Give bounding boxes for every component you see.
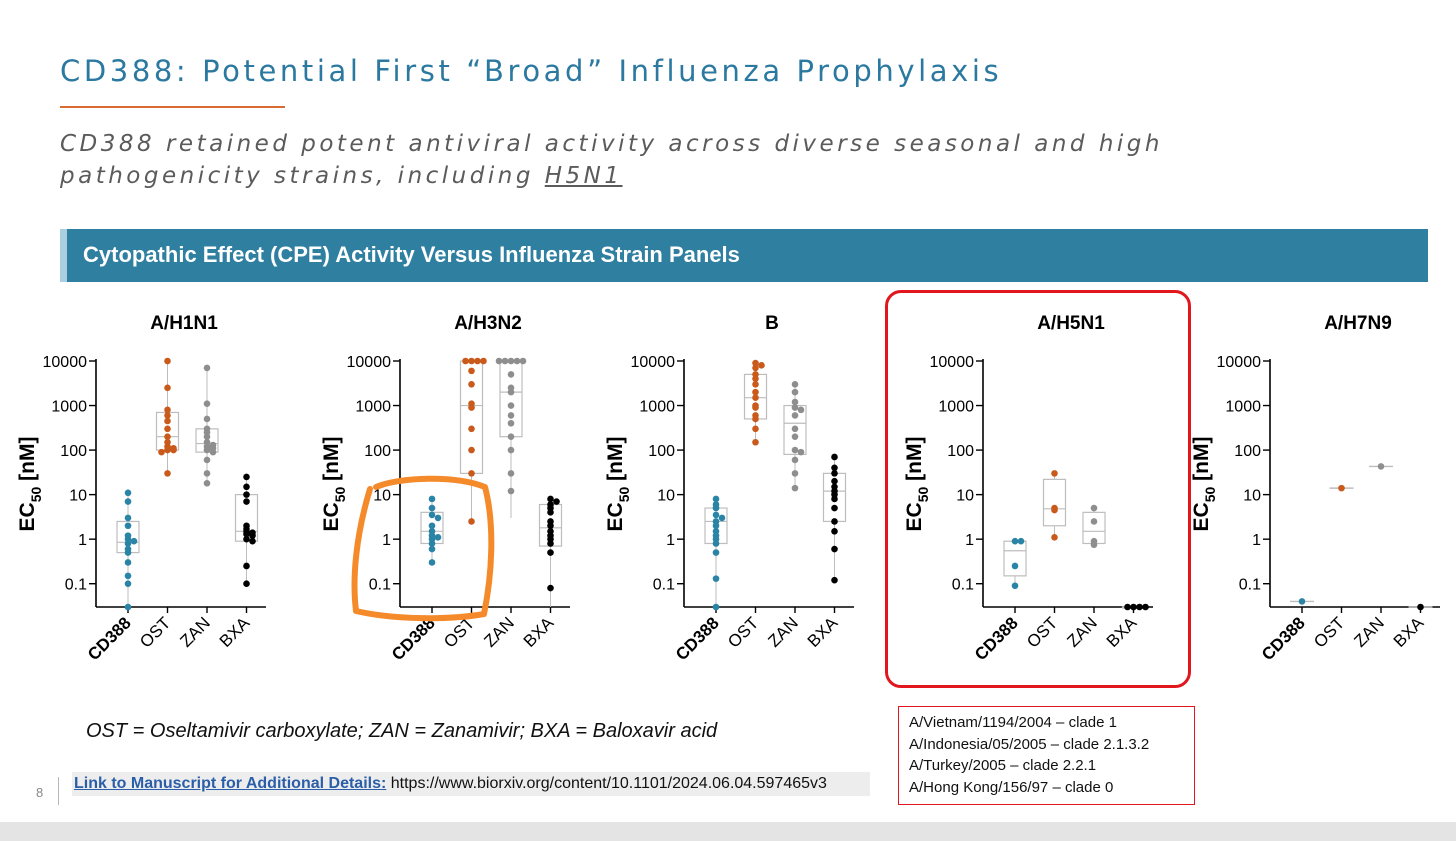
data-point: [1417, 604, 1424, 611]
data-point: [204, 457, 211, 464]
h5n1-strain-list: [898, 706, 1195, 805]
data-point: [713, 505, 720, 512]
data-point: [831, 546, 838, 553]
data-point: [831, 454, 838, 461]
data-point: [1338, 485, 1345, 492]
data-point: [798, 407, 805, 414]
x-tick-label: BXA: [1102, 613, 1141, 651]
data-point: [508, 433, 515, 440]
page-number: 8: [36, 785, 44, 800]
data-point: [131, 538, 138, 545]
data-point: [429, 496, 436, 503]
x-tick-label: CD388: [970, 613, 1022, 665]
y-tick-label: 10: [657, 487, 675, 505]
data-point: [508, 412, 515, 419]
data-point: [514, 358, 521, 365]
data-point: [831, 470, 838, 477]
y-tick-label: 1: [666, 532, 675, 550]
chart-title: A/H3N2: [454, 313, 522, 334]
data-point: [752, 404, 759, 411]
x-tick-label: ZAN: [764, 613, 802, 651]
data-point: [713, 604, 720, 611]
data-point: [125, 573, 132, 580]
y-tick-label: 100: [947, 443, 974, 461]
data-point: [752, 394, 759, 401]
manuscript-link[interactable]: Link to Manuscript for Additional Details:: [74, 775, 387, 792]
x-tick-label: CD388: [1257, 613, 1309, 665]
data-point: [831, 496, 838, 503]
slide-title: CD388: Potential First “Broad” Influenza Prophylaxis: [60, 54, 1003, 88]
data-point: [792, 447, 799, 454]
data-point: [435, 515, 442, 522]
data-point: [468, 470, 475, 477]
data-point: [1299, 598, 1306, 605]
data-point: [210, 449, 217, 456]
data-point: [792, 485, 799, 492]
data-point: [125, 489, 132, 496]
data-point: [204, 470, 211, 477]
y-tick-label: 1: [382, 532, 391, 550]
data-point: [164, 385, 171, 392]
data-point: [164, 358, 171, 365]
y-axis-label: $EC_{50}$ [nM]: [903, 436, 931, 532]
data-point: [752, 426, 759, 433]
data-point: [798, 449, 805, 456]
y-tick-label: 10000: [929, 354, 974, 371]
data-point: [792, 470, 799, 477]
chart-panel: [604, 313, 854, 664]
chart-panel: [1190, 313, 1440, 664]
y-tick-label: 100: [1234, 443, 1261, 461]
y-tick-label: 1000: [1225, 398, 1261, 416]
data-point: [502, 358, 509, 365]
x-tick-label: CD388: [83, 613, 135, 665]
data-point: [508, 358, 515, 365]
data-point: [204, 365, 211, 372]
y-tick-label: 10: [956, 487, 974, 505]
data-point: [508, 402, 515, 409]
data-point: [508, 371, 515, 378]
data-point: [520, 358, 527, 365]
y-axis-label: $EC_{50}$ [nM]: [1190, 436, 1218, 532]
data-point: [719, 515, 726, 522]
data-point: [508, 389, 515, 396]
x-tick-label: BXA: [519, 613, 558, 651]
chart-title: A/H7N9: [1324, 313, 1392, 334]
data-point: [831, 518, 838, 525]
y-tick-label: 1000: [639, 398, 675, 416]
y-tick-label: 100: [648, 443, 675, 461]
data-point: [792, 433, 799, 440]
data-point: [547, 549, 554, 556]
data-point: [468, 358, 475, 365]
chart-title: A/H5N1: [1037, 313, 1105, 334]
data-point: [1378, 463, 1385, 470]
footer-divider: [58, 777, 59, 805]
manuscript-url: https://www.biorxiv.org/content/10.1101/2024.06.04.597465v3: [390, 775, 827, 792]
data-point: [508, 420, 515, 427]
data-point: [204, 480, 211, 487]
data-point: [547, 540, 554, 547]
data-point: [752, 365, 759, 372]
strain-item: A/Indonesia/05/2005 – clade 2.1.3.2: [909, 735, 1150, 753]
y-tick-label: 0.1: [368, 576, 391, 594]
x-tick-label: BXA: [803, 613, 842, 651]
x-tick-label: OST: [1023, 613, 1062, 652]
y-axis-label: $EC_{50}$ [nM]: [604, 436, 632, 532]
data-point: [758, 362, 765, 369]
data-point: [429, 505, 436, 512]
data-point: [496, 358, 503, 365]
subtitle-text: CD388 retained potent antiviral activity across diverse seasonal and high pathogenicity strains, including: [60, 131, 1163, 189]
y-tick-label: 1000: [355, 398, 391, 416]
data-point: [792, 381, 799, 388]
x-tick-label: BXA: [215, 613, 254, 651]
data-point: [480, 358, 487, 365]
data-point: [468, 368, 475, 375]
y-tick-label: 1: [965, 532, 974, 550]
y-tick-label: 1000: [51, 398, 87, 416]
data-point: [243, 474, 250, 481]
data-point: [468, 426, 475, 433]
data-point: [125, 515, 132, 522]
y-tick-label: 10000: [346, 354, 391, 371]
data-point: [468, 404, 475, 411]
data-point: [831, 505, 838, 512]
data-point: [243, 580, 250, 587]
x-tick-label: ZAN: [1350, 613, 1388, 651]
data-point: [125, 604, 132, 611]
data-point: [164, 470, 171, 477]
y-tick-label: 10: [69, 487, 87, 505]
data-point: [752, 416, 759, 423]
data-point: [249, 538, 256, 545]
data-point: [125, 549, 132, 556]
x-tick-label: CD388: [387, 613, 439, 665]
data-point: [547, 585, 554, 592]
data-point: [792, 412, 799, 419]
data-point: [468, 381, 475, 388]
x-tick-label: OST: [440, 613, 479, 652]
abbreviation-legend: OST = Oseltamivir carboxylate; ZAN = Zanamivir; BXA = Baloxavir acid: [86, 720, 718, 742]
y-tick-label: 0.1: [64, 576, 87, 594]
x-tick-label: OST: [136, 613, 175, 652]
data-point: [125, 498, 132, 505]
data-point: [164, 447, 171, 454]
y-axis-label: $EC_{50}$ [nM]: [16, 436, 44, 532]
data-point: [125, 522, 132, 529]
data-point: [792, 457, 799, 464]
subtitle-emphasis: H5N1: [544, 163, 623, 189]
data-point: [547, 509, 554, 516]
y-tick-label: 10000: [630, 354, 675, 371]
data-point: [831, 528, 838, 535]
y-tick-label: 10000: [1216, 354, 1261, 371]
x-tick-label: ZAN: [176, 613, 214, 651]
data-point: [508, 470, 515, 477]
strain-item: A/Vietnam/1194/2004 – clade 1: [909, 714, 1117, 731]
x-tick-label: ZAN: [1063, 613, 1101, 651]
data-point: [462, 358, 469, 365]
strain-item: A/Hong Kong/156/97 – clade 0: [909, 778, 1114, 796]
data-point: [243, 563, 250, 570]
y-tick-label: 1: [1252, 532, 1261, 550]
y-tick-label: 0.1: [652, 576, 675, 594]
chart-title: B: [765, 313, 779, 334]
data-point: [831, 577, 838, 584]
data-point: [204, 447, 211, 454]
y-tick-label: 10000: [42, 354, 87, 371]
x-tick-label: OST: [1310, 613, 1349, 652]
y-tick-label: 100: [364, 443, 391, 461]
y-tick-label: 100: [60, 443, 87, 461]
data-point: [508, 488, 515, 495]
h5n1-highlight-box: [885, 290, 1191, 688]
y-tick-label: 10: [373, 487, 391, 505]
x-tick-label: BXA: [1389, 613, 1428, 651]
data-point: [243, 491, 250, 498]
strain-item: A/Turkey/2005 – clade 2.2.1: [909, 757, 1097, 774]
data-point: [243, 498, 250, 505]
x-tick-label: OST: [724, 613, 763, 652]
box: [461, 361, 483, 473]
y-axis-label: $EC_{50}$ [nM]: [320, 436, 348, 532]
data-point: [468, 518, 475, 525]
data-point: [435, 534, 442, 541]
data-point: [125, 559, 132, 566]
data-point: [204, 400, 211, 407]
data-point: [553, 498, 560, 505]
data-point: [243, 536, 250, 543]
chart-panel: [16, 313, 266, 664]
data-point: [170, 447, 177, 454]
data-point: [243, 483, 250, 490]
data-point: [429, 546, 436, 553]
y-tick-label: 1000: [938, 398, 974, 416]
data-point: [474, 358, 481, 365]
y-tick-label: 1: [78, 532, 87, 550]
data-point: [164, 426, 171, 433]
data-point: [158, 449, 165, 456]
x-tick-label: ZAN: [480, 613, 518, 651]
y-tick-label: 0.1: [1238, 576, 1261, 594]
data-point: [468, 447, 475, 454]
data-point: [792, 426, 799, 433]
data-point: [713, 575, 720, 582]
banner-text: Cytopathic Effect (CPE) Activity Versus Influenza Strain Panels: [83, 242, 740, 267]
chart-title: A/H1N1: [150, 313, 218, 334]
data-point: [429, 559, 436, 566]
data-point: [752, 439, 759, 446]
data-point: [429, 512, 436, 519]
manuscript-footer: [72, 772, 870, 796]
data-point: [792, 389, 799, 396]
data-point: [713, 549, 720, 556]
data-point: [713, 512, 720, 519]
x-tick-label: CD388: [671, 613, 723, 665]
data-point: [164, 418, 171, 425]
data-point: [792, 404, 799, 411]
data-point: [713, 540, 720, 547]
data-point: [204, 416, 211, 423]
data-point: [752, 381, 759, 388]
y-tick-label: 10: [1243, 487, 1261, 505]
y-tick-label: 0.1: [951, 576, 974, 594]
data-point: [508, 447, 515, 454]
data-point: [125, 580, 132, 587]
